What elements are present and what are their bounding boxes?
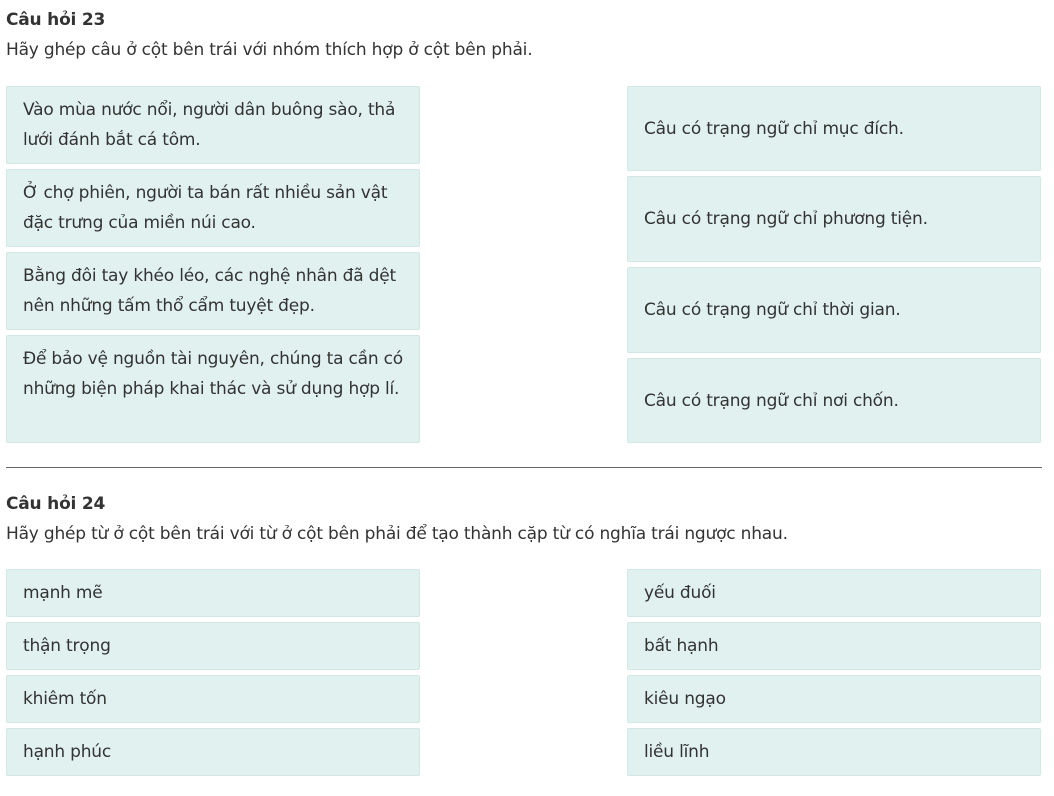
question-24-prompt: Hãy ghép từ ở cột bên trái với từ ở cột bên phải để tạo thành cặp từ có nghĩa trái ngược nhau.: [6, 524, 788, 544]
question-23-prompt: Hãy ghép câu ở cột bên trái với nhóm thích hợp ở cột bên phải.: [6, 40, 533, 60]
q24-right-item-1[interactable]: [627, 569, 1041, 617]
q23-right-item-1-label: Câu có trạng ngữ chỉ mục đích.: [644, 118, 904, 139]
q24-right-item-3-label: kiêu ngạo: [644, 689, 726, 709]
question-23-title: Câu hỏi 23: [6, 10, 106, 30]
q23-right-item-2-label: Câu có trạng ngữ chỉ phương tiện.: [644, 209, 928, 229]
q24-left-item-1-label: mạnh mẽ: [23, 583, 103, 603]
q24-left-item-3[interactable]: [6, 675, 420, 723]
q24-left-item-4-label: hạnh phúc: [23, 742, 112, 762]
q24-left-item-3-label: khiêm tốn: [23, 689, 107, 709]
q23-right-item-2[interactable]: [627, 176, 1041, 262]
q24-left-item-1[interactable]: [6, 569, 420, 617]
q23-right-item-3-label: Câu có trạng ngữ chỉ thời gian.: [644, 300, 901, 320]
q24-left-item-2-label: thận trọng: [23, 636, 111, 656]
q24-right-item-2[interactable]: [627, 622, 1041, 670]
q24-right-item-1-label: yếu đuối: [644, 583, 716, 603]
q24-right-item-2-label: bất hạnh: [644, 636, 719, 656]
q23-left-item-3[interactable]: Bằng đôi tay khéo léo, các nghệ nhân đã dệt nên những tấm thổ cẩm tuyệt đẹp.: [6, 252, 420, 330]
section-divider: [6, 467, 1042, 468]
q24-left-item-2[interactable]: [6, 622, 420, 670]
q24-right-item-3[interactable]: [627, 675, 1041, 723]
q23-left-item-2[interactable]: Ở chợ phiên, người ta bán rất nhiều sản vật đặc trưng của miền núi cao.: [6, 169, 420, 247]
q24-right-item-4-label: liều lĩnh: [644, 742, 710, 762]
q23-right-item-4[interactable]: [627, 358, 1041, 443]
question-24-title: Câu hỏi 24: [6, 494, 106, 514]
q23-right-item-1[interactable]: [627, 86, 1041, 171]
q23-right-item-4-label: Câu có trạng ngữ chỉ nơi chốn.: [644, 390, 899, 411]
q24-left-item-4[interactable]: [6, 728, 420, 776]
q23-left-item-4[interactable]: Để bảo vệ nguồn tài nguyên, chúng ta cần có những biện pháp khai thác và sử dụng hợp lí.: [6, 335, 420, 443]
q24-right-item-4[interactable]: [627, 728, 1041, 776]
q23-right-item-3[interactable]: [627, 267, 1041, 353]
q23-left-item-1[interactable]: Vào mùa nước nổi, người dân buông sào, thả lưới đánh bắt cá tôm.: [6, 86, 420, 164]
